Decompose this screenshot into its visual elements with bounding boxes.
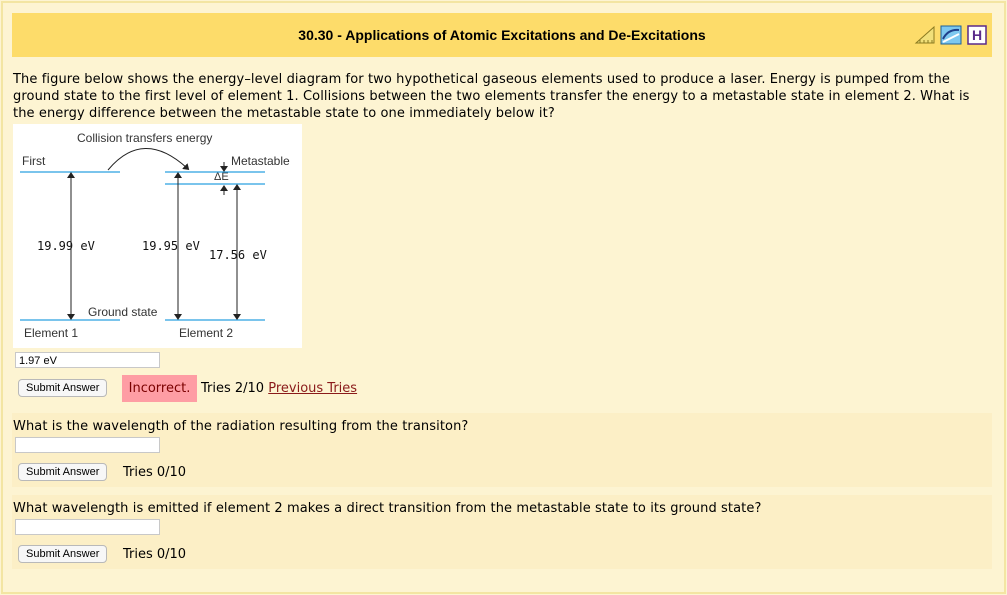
tries-1: [201, 381, 357, 396]
problem-title: 30.30 - Applications of Atomic Excitations and De-Excitations: [298, 27, 706, 43]
previous-tries-link[interactable]: Previous Tries: [268, 381, 358, 396]
answer-2-input[interactable]: [15, 437, 160, 453]
collision-label: Collision transfers energy: [77, 131, 213, 145]
incorrect-badge: Incorrect.: [122, 375, 197, 402]
first-level-label: First: [22, 154, 46, 168]
question-3-text: What wavelength is emitted if element 2 makes a direct transition from the metastable state to its ground state?: [13, 501, 762, 516]
feedback-icon[interactable]: [940, 25, 962, 45]
header-icons: [914, 25, 986, 45]
svg-text:H: H: [971, 27, 983, 43]
ground-state-label: Ground state: [88, 305, 158, 319]
delta-e-label: ΔE: [214, 171, 229, 183]
element-2-energy: 19.95 eV: [142, 239, 200, 253]
answer-1-input[interactable]: 1.97 eV: [15, 352, 160, 368]
question-1-text: The figure below shows the energy–level diagram for two hypothetical gaseous elements used to produce a laser. Energy is pumped from the ground state to the first level of element 1. Collisions between the two elements transfer the energy to a metastable state in element 2. What is the energy difference between the metastable state to one immediately below it?: [13, 72, 970, 121]
collision-arrow: [108, 148, 187, 170]
tries-2: Tries 0/10: [123, 465, 187, 480]
tries-1-count: Tries 2/10: [201, 381, 265, 396]
problem-header: [12, 13, 992, 57]
answer-3-input[interactable]: [15, 519, 160, 535]
question-2-text: What is the wavelength of the radiation resulting from the transiton?: [13, 419, 469, 434]
energy-level-diagram: [13, 124, 302, 348]
element-1-energy: 19.99 eV: [37, 239, 95, 253]
element-2-lower-energy: 17.56 eV: [209, 248, 267, 262]
submit-answer-3-button[interactable]: Submit Answer: [18, 545, 107, 563]
element-1-label: Element 1: [24, 326, 79, 340]
submit-answer-2-button[interactable]: Submit Answer: [18, 463, 107, 481]
element-2-label: Element 2: [179, 326, 234, 340]
ruler-triangle-icon[interactable]: [914, 25, 936, 45]
tries-3: Tries 0/10: [123, 547, 187, 562]
hint-icon[interactable]: [966, 25, 988, 45]
metastable-label: Metastable: [231, 154, 290, 168]
submit-answer-1-button[interactable]: Submit Answer: [18, 379, 107, 397]
